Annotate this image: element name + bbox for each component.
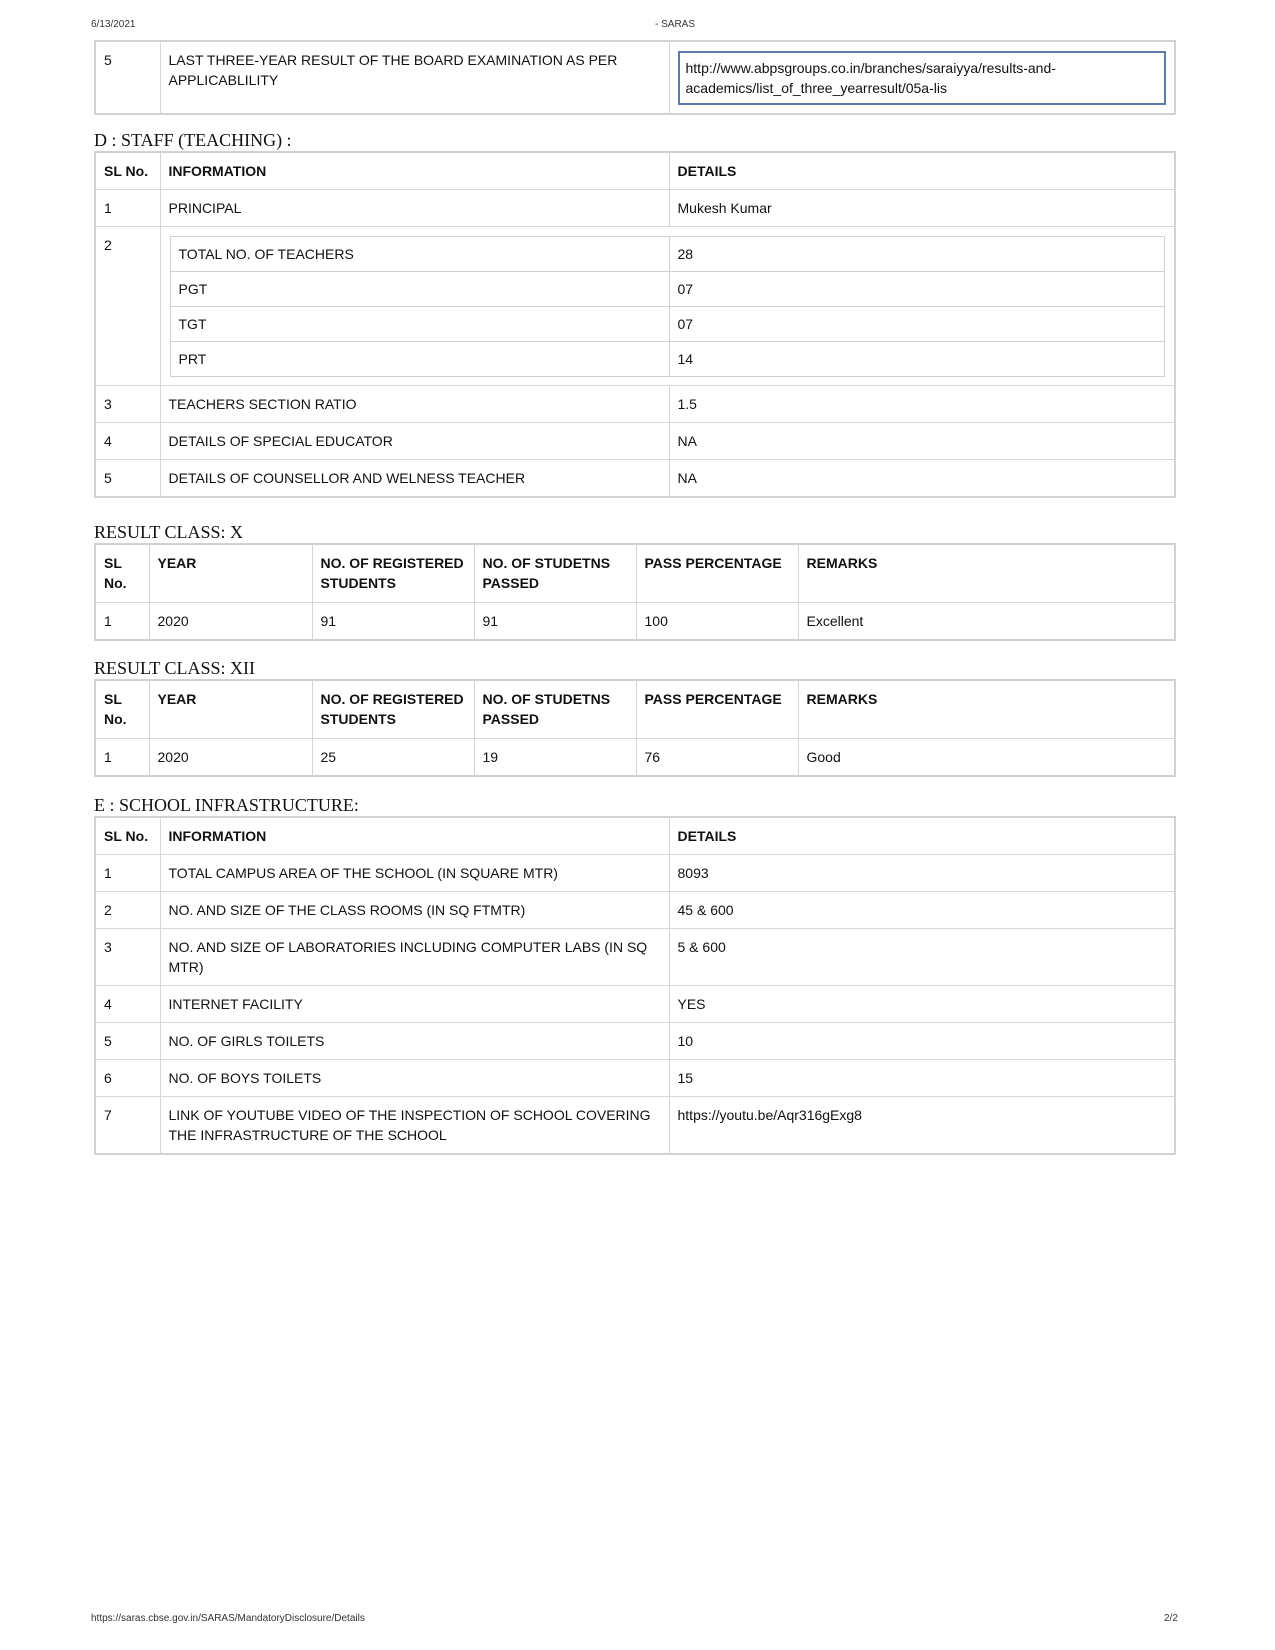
sl-cell: 3	[95, 386, 160, 423]
teacher-count: 28	[669, 237, 1165, 272]
info-cell: DETAILS OF COUNSELLOR AND WELNESS TEACHER	[160, 460, 669, 498]
sl-cell: 7	[95, 1097, 160, 1155]
details-cell: NA	[669, 460, 1175, 498]
result-x-table	[94, 543, 1176, 641]
sl-cell: 2	[95, 227, 160, 386]
results-link[interactable]: http://www.abpsgroups.co.in/branches/saraiyya/results-and-academics/list_of_three_yearresult/05a-lis	[678, 51, 1167, 105]
sl-cell: 1	[95, 190, 160, 227]
sl-cell: 5	[95, 41, 160, 114]
table-row	[170, 342, 1165, 377]
percentage-cell: 76	[636, 738, 798, 776]
registered-cell: 91	[312, 602, 474, 640]
teacher-count: 07	[669, 307, 1165, 342]
table-row	[170, 272, 1165, 307]
table-row	[95, 892, 1175, 929]
teacher-category: TGT	[170, 307, 669, 342]
info-cell: LINK OF YOUTUBE VIDEO OF THE INSPECTION OF SCHOOL COVERING THE INFRASTRUCTURE OF THE SCHOOL	[160, 1097, 669, 1155]
table-row	[95, 423, 1175, 460]
table-row	[95, 41, 1175, 114]
year-cell: 2020	[149, 602, 312, 640]
column-header: REMARKS	[798, 544, 1175, 602]
section-title-staff: D : STAFF (TEACHING) :	[94, 130, 292, 150]
column-header: SL No.	[95, 544, 149, 602]
sl-cell: 3	[95, 929, 160, 986]
print-date: 6/13/2021	[91, 19, 136, 30]
info-cell: NO. OF BOYS TOILETS	[160, 1060, 669, 1097]
column-header: REMARKS	[798, 680, 1175, 738]
info-cell: INTERNET FACILITY	[160, 986, 669, 1023]
column-header: YEAR	[149, 544, 312, 602]
table-header-row	[95, 152, 1175, 190]
info-cell: NO. OF GIRLS TOILETS	[160, 1023, 669, 1060]
remarks-cell: Excellent	[798, 602, 1175, 640]
table-row	[95, 738, 1175, 776]
column-header: NO. OF STUDETNS PASSED	[474, 680, 636, 738]
passed-cell: 19	[474, 738, 636, 776]
info-cell: LAST THREE-YEAR RESULT OF THE BOARD EXAMINATION AS PER APPLICABLILITY	[160, 41, 669, 114]
table-row	[95, 855, 1175, 892]
percentage-cell: 100	[636, 602, 798, 640]
details-cell: NA	[669, 423, 1175, 460]
sl-cell: 4	[95, 423, 160, 460]
details-cell	[669, 41, 1175, 114]
table-row	[95, 986, 1175, 1023]
year-cell: 2020	[149, 738, 312, 776]
sl-cell: 2	[95, 892, 160, 929]
table-row	[95, 929, 1175, 986]
page-url: https://saras.cbse.gov.in/SARAS/MandatoryDisclosure/Details	[91, 1613, 365, 1624]
column-header: SL No.	[95, 680, 149, 738]
infrastructure-table	[94, 816, 1176, 1155]
table-row	[95, 460, 1175, 498]
teacher-category: TOTAL NO. OF TEACHERS	[170, 237, 669, 272]
column-header: DETAILS	[669, 817, 1175, 855]
column-header: SL No.	[95, 817, 160, 855]
results-link-table	[94, 40, 1176, 115]
teacher-count: 14	[669, 342, 1165, 377]
column-header: INFORMATION	[160, 817, 669, 855]
details-cell: 45 & 600	[669, 892, 1175, 929]
section-title-result-xii: RESULT CLASS: XII	[94, 658, 256, 678]
column-header: YEAR	[149, 680, 312, 738]
passed-cell: 91	[474, 602, 636, 640]
sl-cell: 1	[95, 738, 149, 776]
details-cell: Mukesh Kumar	[669, 190, 1175, 227]
details-cell: 5 & 600	[669, 929, 1175, 986]
column-header: SL No.	[95, 152, 160, 190]
teachers-breakdown-table	[170, 236, 1166, 377]
staff-table	[94, 151, 1176, 498]
table-header-row	[95, 680, 1175, 738]
table-row	[95, 386, 1175, 423]
sl-cell: 6	[95, 1060, 160, 1097]
column-header: DETAILS	[669, 152, 1175, 190]
sl-cell: 4	[95, 986, 160, 1023]
section-title-result-x: RESULT CLASS: X	[94, 522, 244, 542]
info-cell: NO. AND SIZE OF LABORATORIES INCLUDING COMPUTER LABS (IN SQ MTR)	[160, 929, 669, 986]
table-row	[95, 1060, 1175, 1097]
info-cell: NO. AND SIZE OF THE CLASS ROOMS (IN SQ FTMTR)	[160, 892, 669, 929]
table-row	[95, 602, 1175, 640]
table-row	[95, 1097, 1175, 1155]
remarks-cell: Good	[798, 738, 1175, 776]
registered-cell: 25	[312, 738, 474, 776]
print-title: - SARAS	[655, 19, 696, 30]
table-row	[95, 1023, 1175, 1060]
details-cell: 10	[669, 1023, 1175, 1060]
teacher-count: 07	[669, 272, 1165, 307]
column-header: INFORMATION	[160, 152, 669, 190]
column-header: NO. OF REGISTERED STUDENTS	[312, 544, 474, 602]
column-header: NO. OF STUDETNS PASSED	[474, 544, 636, 602]
teacher-category: PRT	[170, 342, 669, 377]
details-cell: YES	[669, 986, 1175, 1023]
info-cell: TEACHERS SECTION RATIO	[160, 386, 669, 423]
table-row	[170, 307, 1165, 342]
table-row	[170, 237, 1165, 272]
teachers-breakdown-cell	[160, 227, 1175, 386]
sl-cell: 1	[95, 602, 149, 640]
sl-cell: 1	[95, 855, 160, 892]
info-cell: TOTAL CAMPUS AREA OF THE SCHOOL (IN SQUARE MTR)	[160, 855, 669, 892]
details-cell: 1.5	[669, 386, 1175, 423]
table-row	[95, 190, 1175, 227]
sl-cell: 5	[95, 460, 160, 498]
details-cell: 8093	[669, 855, 1175, 892]
info-cell: PRINCIPAL	[160, 190, 669, 227]
details-cell: 15	[669, 1060, 1175, 1097]
page-number: 2/2	[1164, 1613, 1178, 1624]
column-header: NO. OF REGISTERED STUDENTS	[312, 680, 474, 738]
sl-cell: 5	[95, 1023, 160, 1060]
section-title-infrastructure: E : SCHOOL INFRASTRUCTURE:	[94, 795, 359, 815]
youtube-link[interactable]: https://youtu.be/Aqr316gExg8	[669, 1097, 1175, 1155]
table-header-row	[95, 817, 1175, 855]
result-xii-table	[94, 679, 1176, 777]
column-header: PASS PERCENTAGE	[636, 544, 798, 602]
table-header-row	[95, 544, 1175, 602]
teacher-category: PGT	[170, 272, 669, 307]
column-header: PASS PERCENTAGE	[636, 680, 798, 738]
info-cell: DETAILS OF SPECIAL EDUCATOR	[160, 423, 669, 460]
table-row	[95, 227, 1175, 386]
